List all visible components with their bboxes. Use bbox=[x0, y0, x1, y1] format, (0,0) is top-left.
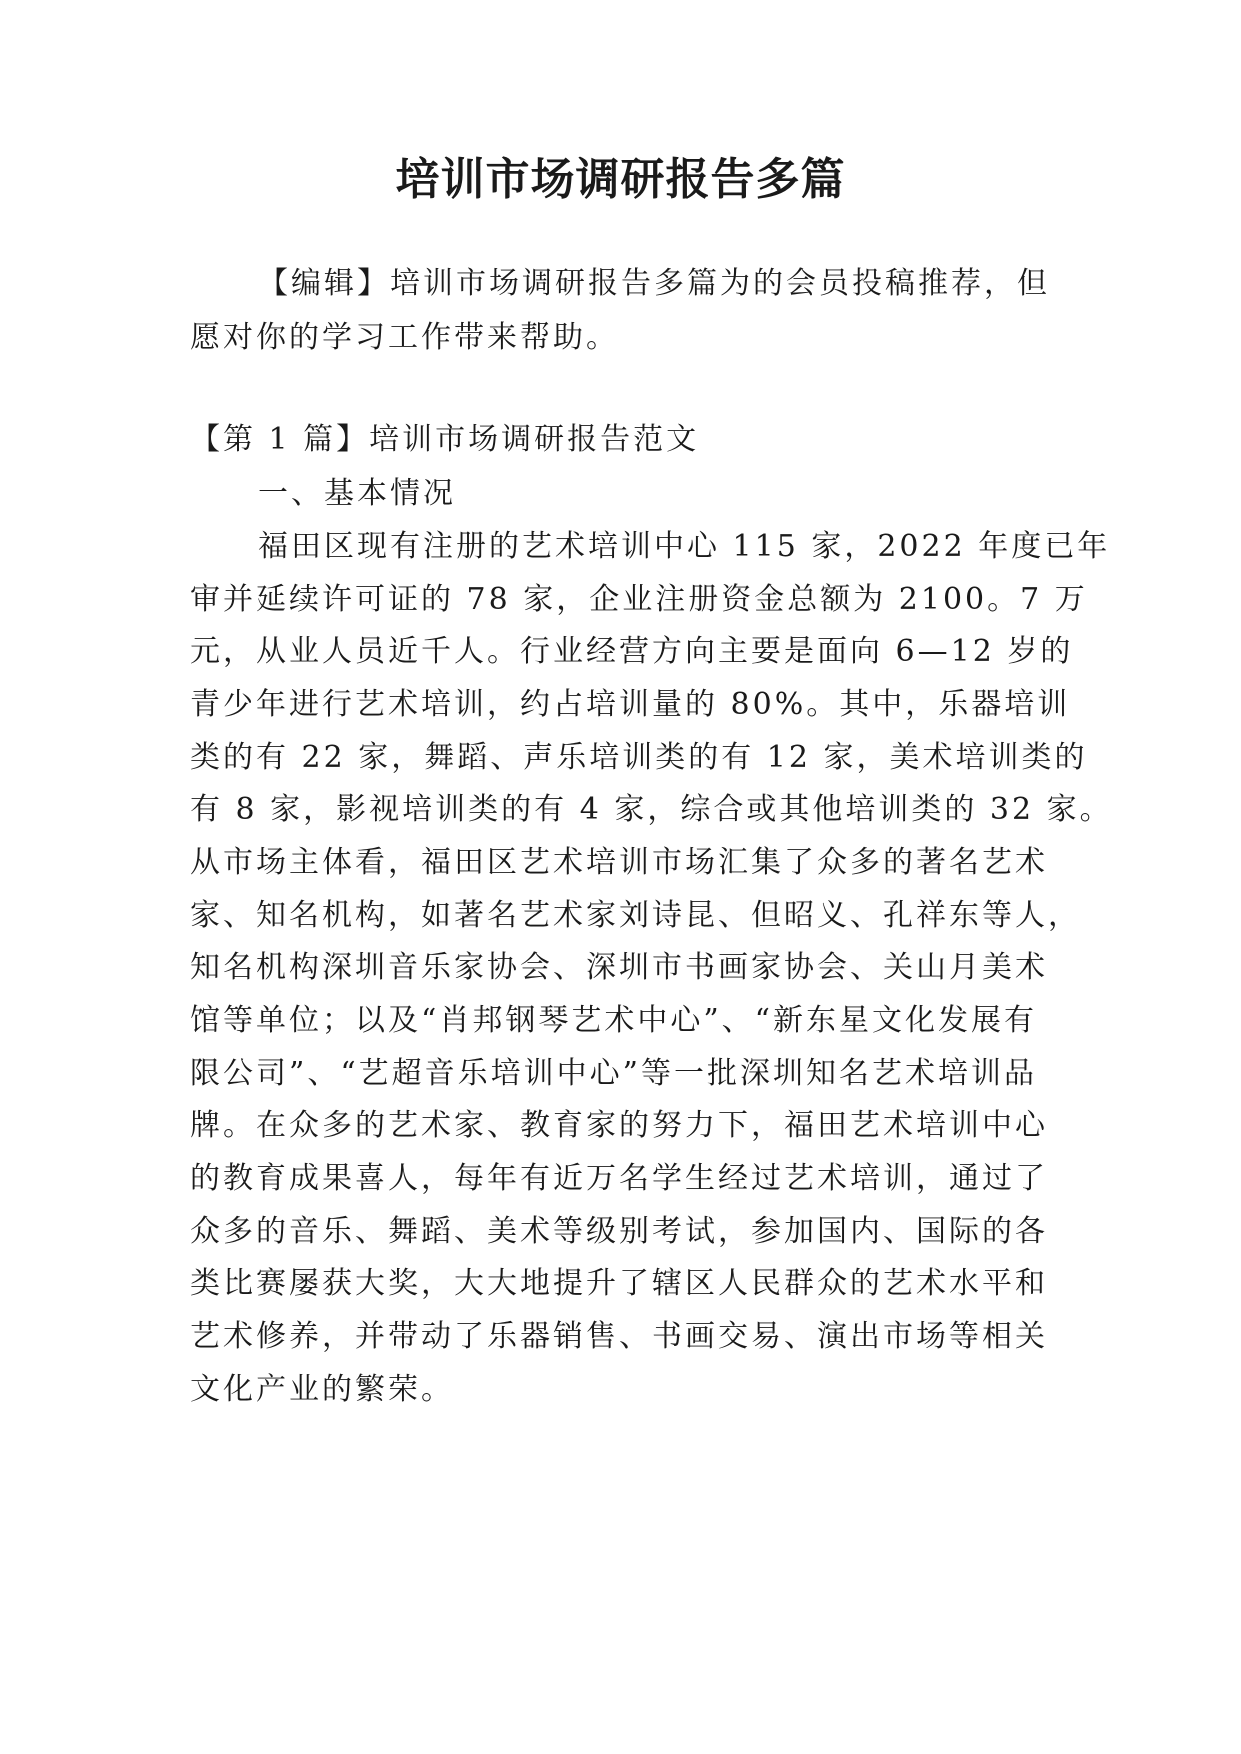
body-line: 的教育成果喜人，每年有近万名学生经过艺术培训，通过了 bbox=[190, 1161, 1048, 1196]
intro-line-1: 【编辑】培训市场调研报告多篇为的会员投稿推荐，但 bbox=[258, 266, 1050, 301]
body-line: 类的有 22 家，舞蹈、声乐培训类的有 12 家，美术培训类的 bbox=[190, 740, 1088, 775]
body-line: 从市场主体看，福田区艺术培训市场汇集了众多的著名艺术 bbox=[190, 845, 1048, 880]
body-line: 元，从业人员近千人。行业经营方向主要是面向 6—12 岁的 bbox=[190, 634, 1074, 669]
body-line: 馆等单位；以及“肖邦钢琴艺术中心”、“新东星文化发展有 bbox=[190, 1003, 1038, 1038]
body-line: 有 8 家，影视培训类的有 4 家，综合或其他培训类的 32 家。 bbox=[190, 792, 1113, 827]
section-heading: 【第 1 篇】培训市场调研报告范文 bbox=[190, 422, 700, 457]
body-line: 艺术修养，并带动了乐器销售、书画交易、演出市场等相关 bbox=[190, 1319, 1048, 1354]
document-title: 培训市场调研报告多篇 bbox=[395, 154, 846, 205]
body-line: 限公司”、“艺超音乐培训中心”等一批深圳知名艺术培训品 bbox=[190, 1056, 1038, 1091]
body-line: 审并延续许可证的 78 家，企业注册资金总额为 2100。7 万 bbox=[190, 582, 1088, 617]
subheading: 一、基本情况 bbox=[258, 476, 456, 511]
body-line: 牌。在众多的艺术家、教育家的努力下，福田艺术培训中心 bbox=[190, 1108, 1048, 1143]
body-line: 福田区现有注册的艺术培训中心 115 家，2022 年度已年 bbox=[258, 529, 1111, 564]
body-line: 类比赛屡获大奖，大大地提升了辖区人民群众的艺术水平和 bbox=[190, 1266, 1048, 1301]
body-line: 文化产业的繁荣。 bbox=[190, 1372, 454, 1407]
body-line: 家、知名机构，如著名艺术家刘诗昆、但昭义、孔祥东等人， bbox=[190, 898, 1081, 933]
intro-line-2: 愿对你的学习工作带来帮助。 bbox=[190, 320, 619, 355]
body-line: 青少年进行艺术培训，约占培训量的 80%。其中，乐器培训 bbox=[190, 687, 1071, 722]
body-line: 知名机构深圳音乐家协会、深圳市书画家协会、关山月美术 bbox=[190, 950, 1048, 985]
body-line: 众多的音乐、舞蹈、美术等级别考试，参加国内、国际的各 bbox=[190, 1214, 1048, 1249]
